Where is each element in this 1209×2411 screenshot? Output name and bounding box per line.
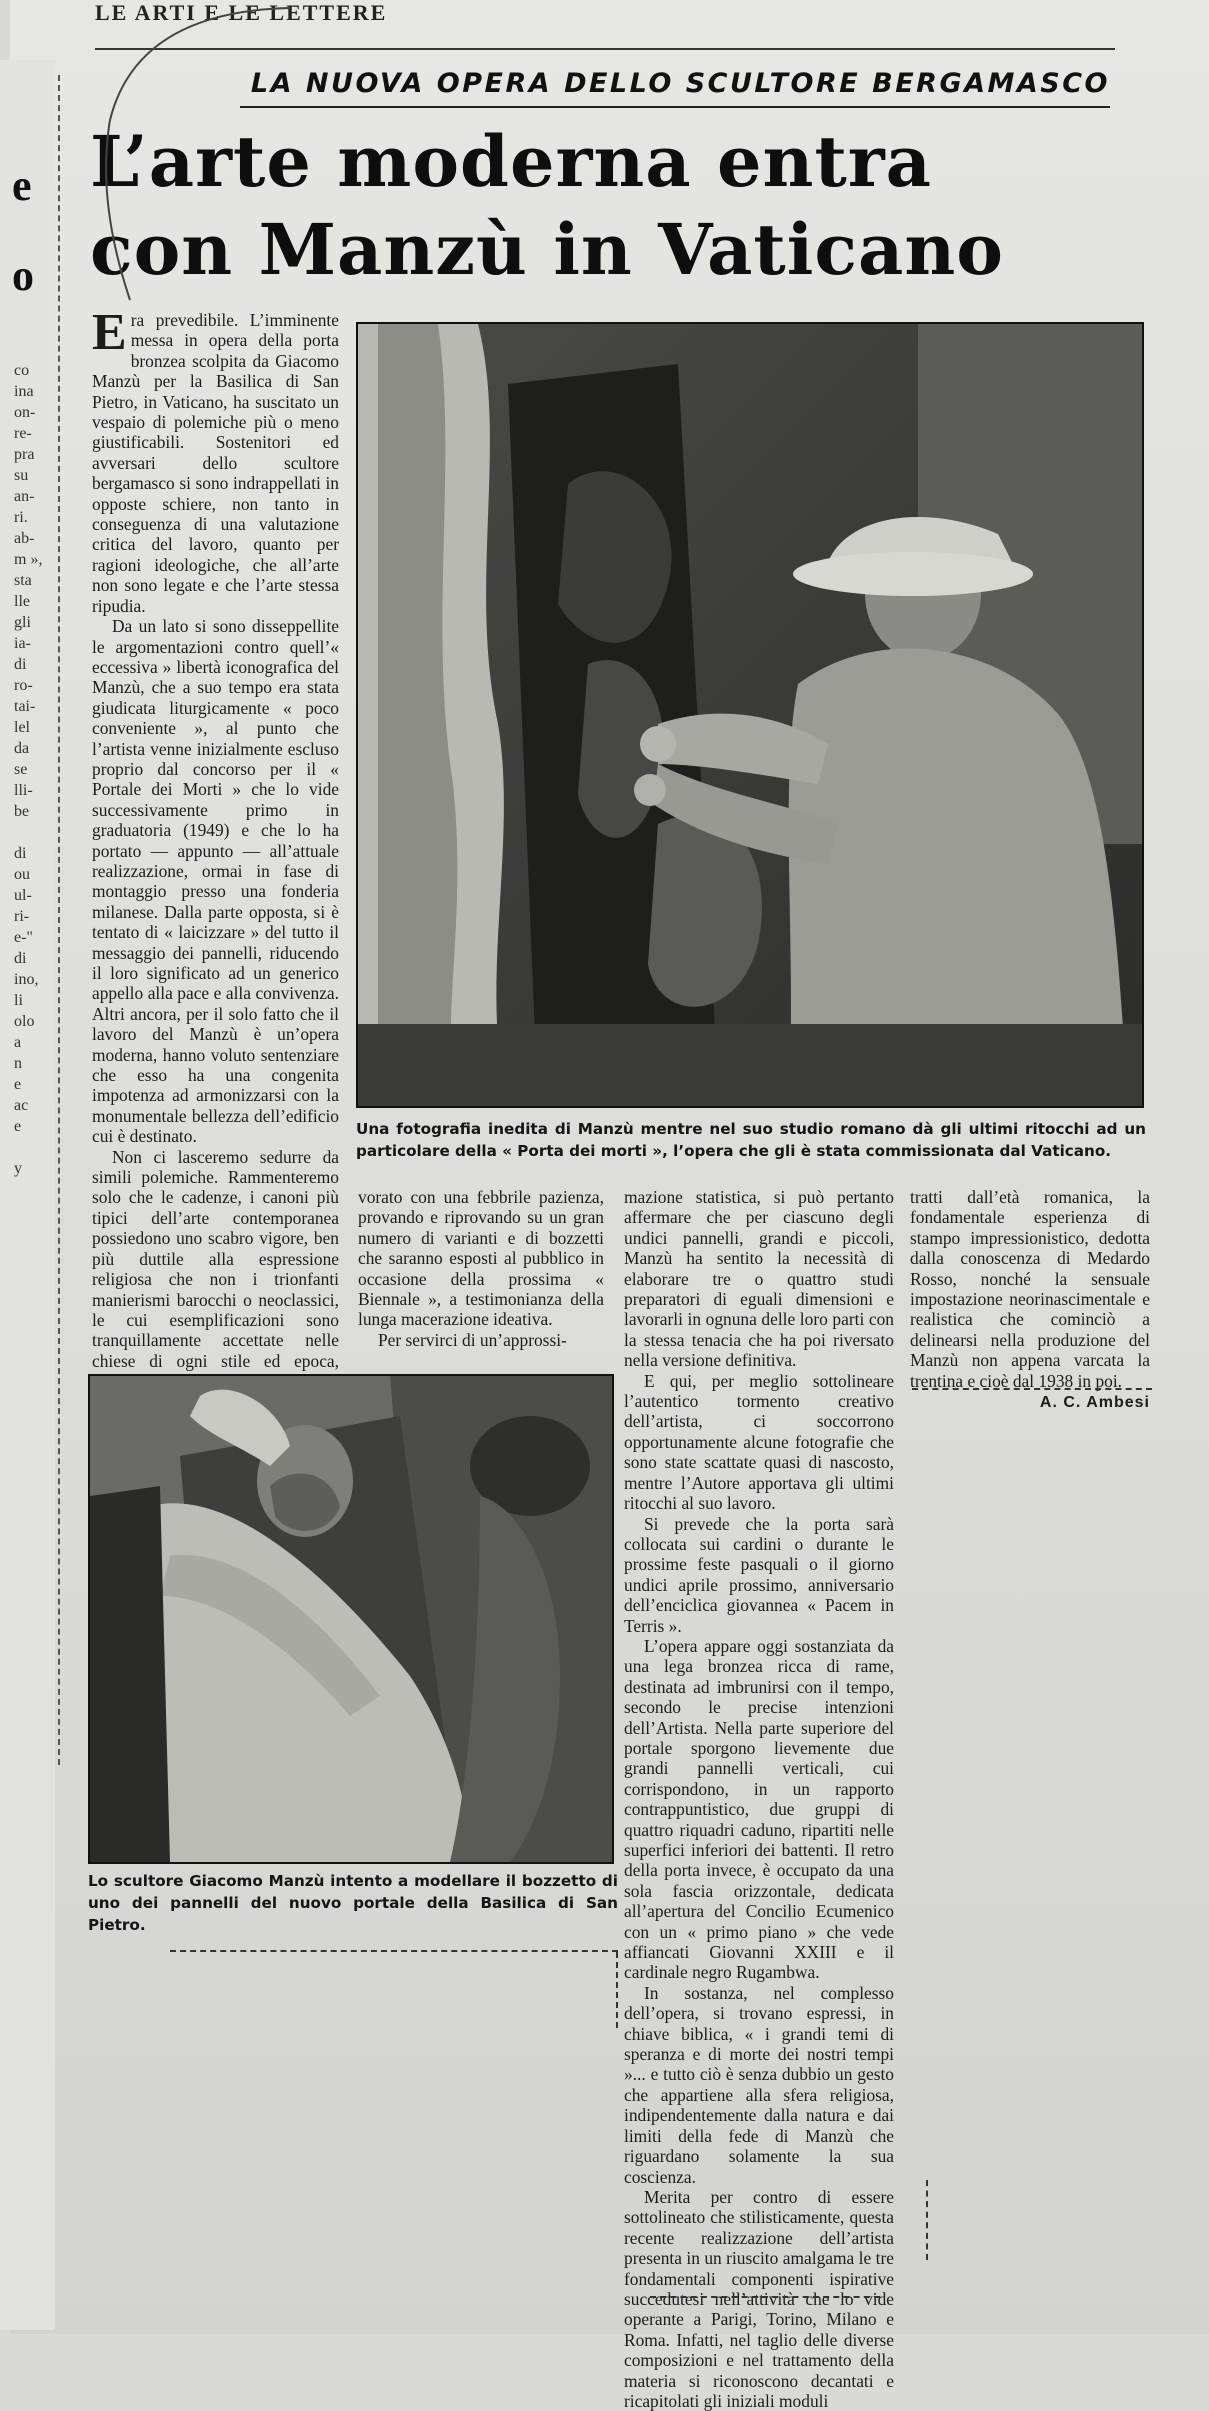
margin-letter-1: e bbox=[12, 161, 32, 210]
pencil-scribble bbox=[40, 0, 340, 330]
column-3-side-rule bbox=[926, 2180, 928, 2260]
kicker-rule bbox=[240, 106, 1110, 108]
paragraph: Era prevedibile. L’imminente messa in opera della porta bronzea scolpita da Giacomo Manzù per la Basilica di San Pietro, in Vaticano, ha suscitato un vespaio di polemiche più o meno giustificabili. Sostenitori ed avversari dello scultore bergamasco si sono indrappellati in opposte schiere, non tanto in conseguenza di una valutazione critica del lavoro, quanto per ragioni ideologiche, che all’arte non sono legate e che l’arte stessa ripudia. bbox=[92, 304, 339, 616]
photo-1-caption: Una fotografia inedita di Manzù mentre nel suo studio romano dà gli ultimi ritocchi ad un particolare della « Porta dei morti », l’opera che gli è stata commissionata dal Vaticano. bbox=[356, 1120, 1146, 1160]
photo-1-image bbox=[358, 324, 1142, 1106]
paragraph: mazione statistica, si può pertanto affermare che per ciascuno degli undici pannelli, grandi e piccoli, Manzù ha sentito la necessità di elaborare tre o quattro studi preparatori di eguali dimensioni e lavorarli in ognuna delle loro parti con la stessa tenacia che ha poi riversato nella versione definitiva. bbox=[624, 1187, 894, 1371]
photo-sculptor-modelling bbox=[88, 1374, 614, 1864]
paragraph: Non ci lasceremo sedurre da simili polemiche. Rammenteremo solo che le cadenze, i canoni più tipici dell’arte contemporanea possiedono uno scabro vigore, ben più duttile alla espressione religiosa che non i trionfanti manierismi barocchi o neoclassici, le cui esemplificazioni sono tranquillamente accettate nelle chiese di ogni stile ed epoca, bbox=[92, 1146, 339, 1371]
article-column-3 bbox=[624, 1187, 894, 2411]
author-signature: A. C. Ambesi bbox=[1039, 1394, 1150, 1412]
paragraph: In sostanza, nel complesso dell’opera, si trovano espressi, in chiave biblica, « i grandi temi di speranza e di morte dei nostri tempi »... e tutto ciò è senza dubbio un gesto che appartiene alla sfera religiosa, indipendentemente dalla natura e dai limiti della fede di Manzù che riguardano solamente la sua coscienza. bbox=[624, 1982, 894, 2187]
photo-2-caption: Lo scultore Giacomo Manzù intento a modellare il bozzetto di uno dei pannelli del nuovo portale della Basilica di San Pietro. bbox=[88, 1872, 618, 1934]
paragraph: Merita per contro di essere sottolineato che stilisticamente, questa recente realizzazione dell’artista presenta in un riuscito amalgama le tre fondamentali componenti ispirative succedutesi nell’attività che lo vide operante a Parigi, Torino, Milano e Roma. Infatti, nel taglio delle diverse composizioni e nel trattamento della materia si riconoscono decantati e ricapitolati gli iniziali moduli bbox=[624, 2186, 894, 2411]
paragraph: E qui, per meglio sottolineare l’autentico tormento creativo dell’artista, ci soccorrono opportunamente alcune fotografie che sono state scattate quasi di nascosto, mentre l’Autore apportava gli ultimi ritocchi al suo lavoro. bbox=[624, 1370, 894, 1514]
paragraph: L’opera appare oggi sostanziata da una lega bronzea ricca di rame, destinata ad imbrunirsi con il tempo, secondo le precise intenzioni dell’Artista. Nella parte superiore del portale sporgono lievemente due grandi pannelli verticali, cui corrispondono, in un rapporto contrappuntistico, due gruppi di quattro riquadri caduno, ripartiti nelle superfici inferiori dei battenti. Il retro della porta invece, è occupato da una sola fascia orizzontale, dedicata all’apertura del Concilio Ecumenico con un « primo piano » che vede affiancati Giovanni XXIII e il cardinale negro Rugambwa. bbox=[624, 1635, 894, 1983]
photo-2-image bbox=[90, 1376, 612, 1862]
adjacent-column-fragment bbox=[0, 60, 55, 2330]
margin-text-fragment: co ina on- re- pra su an- ri. ab- m », sta lle gli ia- di ro- tai- lel da se lli- be di ou ul- ri- e-" di ino, li olo a n e ac e y bbox=[14, 362, 43, 1177]
paragraph: tratti dall’età romanica, la fondamentale esperienza di stampo impressionistico, dedotta dalla conoscenza di Medardo Rosso, nonché la sensuale impostazione neorinascimentale e realistica che cominciò a delinearsi nella produzione del Manzù non appena varcata la trentina e cioè dal 1938 in poi. bbox=[910, 1187, 1150, 1391]
headline-line-2: con Manzù in Vaticano bbox=[90, 208, 1004, 291]
paragraph: Si prevede che la porta sarà collocata sui cardini o durante le prossime feste pasquali o il giorno undici aprile prossimo, anniversario dell’enciclica giovannea « Pacem in Terris ». bbox=[624, 1513, 894, 1636]
photo-2-side-rule bbox=[616, 1952, 618, 2028]
article-column-4 bbox=[910, 1187, 1150, 1413]
article-kicker: LA NUOVA OPERA DELLO SCULTORE BERGAMASCO bbox=[250, 68, 1110, 99]
column-3-bottom-rule bbox=[650, 2296, 880, 2298]
headline-line-1: L’arte moderna entra bbox=[90, 120, 933, 203]
column-end-rule bbox=[912, 1388, 1152, 1390]
margin-letter-2: o bbox=[12, 251, 34, 300]
section-header: LE ARTI E LE LETTERE bbox=[95, 0, 388, 25]
paragraph: Da un lato si sono disseppellite le argomentazioni contro quell’« eccessiva » libertà iconografica del Manzù, che a suo tempo era stata giudicata liturgicamente « poco conveniente », al punto che l’artista venne inizialmente escluso proprio dal concorso per il « Portale dei Morti » che lo vide successivamente primo in graduatoria (1949) e che lo ha portato — appunto — all’attuale realizzazione, ormai in fase di montaggio presso una fonderia milanese. Dalla parte opposta, si è tentato di « laicizzare » del tutto il messaggio dei pannelli, riducendo il loro significato ad un generico appello alla pace e alla convivenza. Altri ancora, per il solo fatto che il lavoro del Manzù è un’opera moderna, hanno voluto sentenziare che esso ha una congenita impotenza ad armonizzarsi con la monumentale bellezza dell’edificio cui è destinato. bbox=[92, 616, 339, 1147]
photo-2-bottom-rule bbox=[170, 1950, 618, 1952]
photo-sculptor-at-work bbox=[356, 322, 1144, 1108]
paragraph: vorato con una febbrile pazienza, provando e riprovando su un gran numero di varianti e di bozzetti che saranno esposti al pubblico in occasione della prossima « Biennale », a testimonianza della lunga macerazione ideativa. bbox=[358, 1187, 604, 1330]
article-column-2 bbox=[358, 1187, 604, 1350]
drop-cap: E bbox=[92, 304, 127, 361]
paragraph: Per servirci di un’approssi- bbox=[378, 1329, 567, 1350]
